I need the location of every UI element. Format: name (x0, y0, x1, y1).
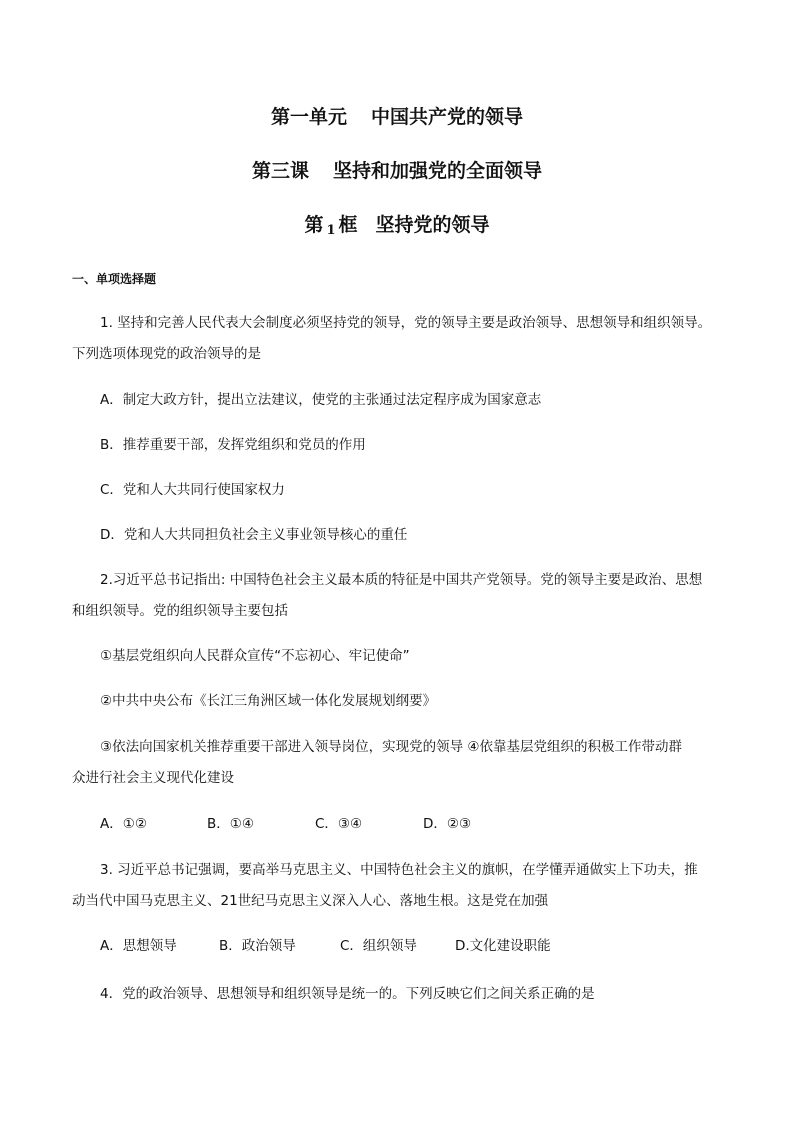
q1-option-b: B．推荐重要干部，发挥党组织和党员的作用 (100, 437, 366, 453)
unit-label: 第一单元 (270, 106, 347, 128)
frame-title (0, 213, 794, 243)
section-heading: 一、单项选择题 (72, 272, 157, 286)
frame-prefix: 第 (304, 214, 324, 236)
q3-option-a: A．思想领导 (100, 938, 177, 954)
unit-title (0, 105, 794, 129)
q3-option-b: B．政治领导 (219, 938, 296, 954)
lesson-label: 第三课 (251, 160, 309, 182)
frame-suffix: 框 (338, 214, 358, 236)
q3-options (100, 937, 551, 955)
frame-name: 坚持党的领导 (375, 214, 490, 236)
q4-stem-line-1: 4．党的政治领导、思想领导和组织领导是统一的。下列反映它们之间关系正确的是 (100, 986, 595, 1002)
q2-item-2: ②中共中央公布《长江三角洲区域一体化发展规划纲要》 (100, 693, 437, 709)
frame-number: 1 (326, 223, 336, 238)
q1-stem-line-2: 下列选项体现党的政治领导的是 (72, 346, 261, 362)
q2-option-d: D．②③ (423, 816, 472, 832)
q2-stem-line-2: 和组织领导。党的组织领导主要包括 (72, 603, 288, 619)
q1-stem-line-1: 1. 坚持和完善人民代表大会制度必须坚持党的领导，党的领导主要是政治领导、思想领导和组织领导。 (100, 315, 712, 331)
q3-stem-line-2: 动当代中国马克思主义、21世纪马克思主义深入人心、落地生根。这是党在加强 (72, 893, 549, 909)
q2-option-c: C．③④ (315, 816, 363, 832)
q2-item-3-4: ③依法向国家机关推荐重要干部进入领导岗位，实现党的领导 ④依靠基层党组织的积极工作带动群 (100, 739, 682, 755)
q3-option-c: C．组织领导 (340, 938, 417, 954)
q1-option-a: A．制定大政方针，提出立法建议，使党的主张通过法定程序成为国家意志 (100, 392, 542, 408)
q3-stem-line-1: 3. 习近平总书记强调，要高举马克思主义、中国特色社会主义的旗帜，在学懂弄通做实上下功夫，推 (100, 862, 698, 878)
unit-name: 中国共产党的领导 (371, 106, 524, 128)
q2-item-1: ①基层党组织向人民群众宣传“不忘初心、牢记使命” (100, 648, 410, 664)
q2-option-b: B．①④ (207, 816, 254, 832)
q1-option-c: C．党和人大共同行使国家权力 (100, 482, 285, 498)
q2-option-a: A．①② (100, 816, 147, 832)
lesson-name: 坚持和加强党的全面领导 (333, 160, 543, 182)
q2-stem-line-1: 2.习近平总书记指出: 中国特色社会主义最本质的特征是中国共产党领导。党的领导主要是政治、思想 (100, 572, 703, 588)
q3-option-d: D.文化建设职能 (455, 938, 551, 954)
lesson-title (0, 159, 794, 183)
q2-item-4-cont: 众进行社会主义现代化建设 (72, 770, 234, 786)
q2-options (100, 815, 471, 833)
q1-option-d: D．党和人大共同担负社会主义事业领导核心的重任 (100, 527, 408, 543)
